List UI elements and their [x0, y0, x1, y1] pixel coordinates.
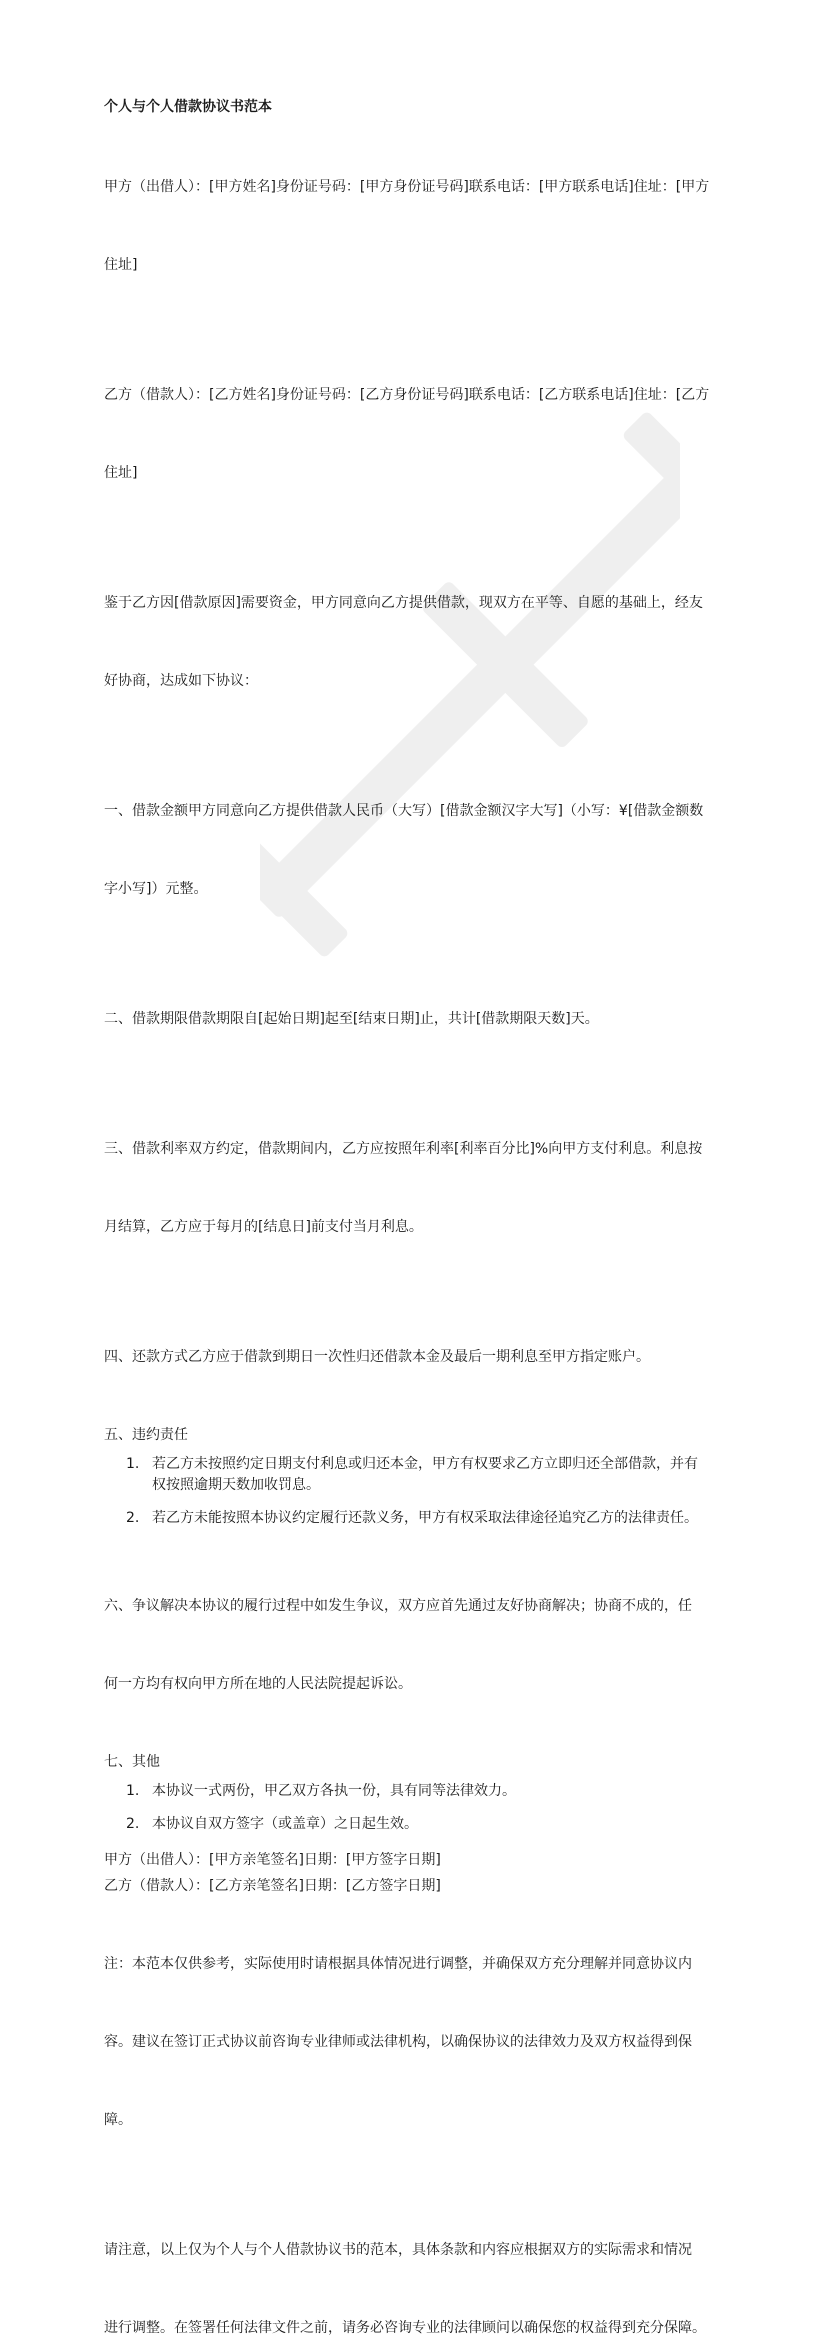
document-page [104, 96, 744, 2348]
clause-6-line-1: 六、争议解决本协议的履行过程中如发生争议，双方应首先通过友好协商解决；协商不成的，任 [104, 1598, 692, 1614]
clause-7-heading: 七、其他 [104, 1754, 160, 1770]
document-title: 个人与个人借款协议书范本 [104, 99, 272, 115]
clause-5-list [104, 1454, 744, 1529]
clause-4-repayment [104, 1292, 744, 1422]
clause-3-line-2: 月结算，乙方应于每月的[结息日]前支付当月利息。 [104, 1219, 423, 1235]
clause-6-dispute [104, 1541, 744, 1749]
list-item [104, 1454, 744, 1496]
note [104, 1899, 744, 2185]
clause-1-line-1: 一、借款金额甲方同意向乙方提供借款人民币（大写）[借款金额汉字大写]（小写：¥[借款金额数 [104, 803, 704, 819]
clause-1-line-2: 字小写]）元整。 [104, 881, 208, 897]
party-a-info [104, 122, 744, 330]
clause-5-heading: 五、违约责任 [104, 1427, 188, 1443]
signature-party-a: 甲方（出借人）：[甲方亲笔签名]日期：[甲方签字日期] [104, 1852, 441, 1868]
list-item-line: 本协议一式两份，甲乙双方各执一份，具有同等法律效力。 [152, 1783, 516, 1799]
list-item-line: 权按照逾期天数加收罚息。 [152, 1477, 320, 1493]
clause-3-line-1: 三、借款利率双方约定，借款期间内，乙方应按照年利率[利率百分比]%向甲方支付利息。利息按 [104, 1141, 703, 1157]
clause-6-line-2: 何一方均有权向甲方所在地的人民法院提起诉讼。 [104, 1676, 412, 1692]
preamble [104, 538, 744, 746]
party-b-line-2: 住址] [104, 465, 138, 481]
clause-1-amount [104, 746, 744, 954]
note-line-1: 注：本范本仅供参考，实际使用时请根据具体情况进行调整，并确保双方充分理解并同意协议内 [104, 1956, 692, 1972]
clause-3-interest [104, 1084, 744, 1292]
list-item [104, 1814, 744, 1835]
list-number: 1. [126, 1783, 140, 1799]
signature-party-b: 乙方（借款人）：[乙方亲笔签名]日期：[乙方签字日期] [104, 1878, 441, 1894]
list-item-line: 本协议自双方签字（或盖章）之日起生效。 [152, 1816, 418, 1832]
list-item [104, 1781, 744, 1802]
clause-7-list [104, 1781, 744, 1835]
party-a-line-2: 住址] [104, 257, 138, 273]
party-b-line-1: 乙方（借款人）：[乙方姓名]身份证号码：[乙方身份证号码]联系电话：[乙方联系电话]住址：[乙方 [104, 387, 710, 403]
closing-notice [104, 2185, 744, 2348]
list-number: 2. [126, 1816, 140, 1832]
closing-line-1: 请注意，以上仅为个人与个人借款协议书的范本，具体条款和内容应根据双方的实际需求和情况 [104, 2242, 692, 2258]
note-line-2: 容。建议在签订正式协议前咨询专业律师或法律机构，以确保协议的法律效力及双方权益得到保 [104, 2034, 692, 2050]
list-item-line: 若乙方未能按照本协议约定履行还款义务，甲方有权采取法律途径追究乙方的法律责任。 [152, 1510, 698, 1526]
clause-2-line-1: 二、借款期限借款期限自[起始日期]起至[结束日期]止，共计[借款期限天数]天。 [104, 1011, 599, 1027]
list-number: 1. [126, 1456, 140, 1472]
clause-4-line-1: 四、还款方式乙方应于借款到期日一次性归还借款本金及最后一期利息至甲方指定账户。 [104, 1349, 650, 1365]
list-item-line: 若乙方未按照约定日期支付利息或归还本金，甲方有权要求乙方立即归还全部借款，并有 [152, 1456, 698, 1472]
closing-line-2: 进行调整。在签署任何法律文件之前，请务必咨询专业的法律顾问以确保您的权益得到充分保障。 [104, 2320, 706, 2336]
note-line-3: 障。 [104, 2112, 132, 2128]
preamble-line-1: 鉴于乙方因[借款原因]需要资金，甲方同意向乙方提供借款，现双方在平等、自愿的基础上，经友 [104, 595, 703, 611]
party-b-info [104, 330, 744, 538]
party-a-line-1: 甲方（出借人）：[甲方姓名]身份证号码：[甲方身份证号码]联系电话：[甲方联系电话]住址：[甲方 [104, 179, 710, 195]
list-item [104, 1508, 744, 1529]
list-number: 2. [126, 1510, 140, 1526]
preamble-line-2: 好协商，达成如下协议： [104, 673, 258, 689]
clause-2-term [104, 954, 744, 1084]
